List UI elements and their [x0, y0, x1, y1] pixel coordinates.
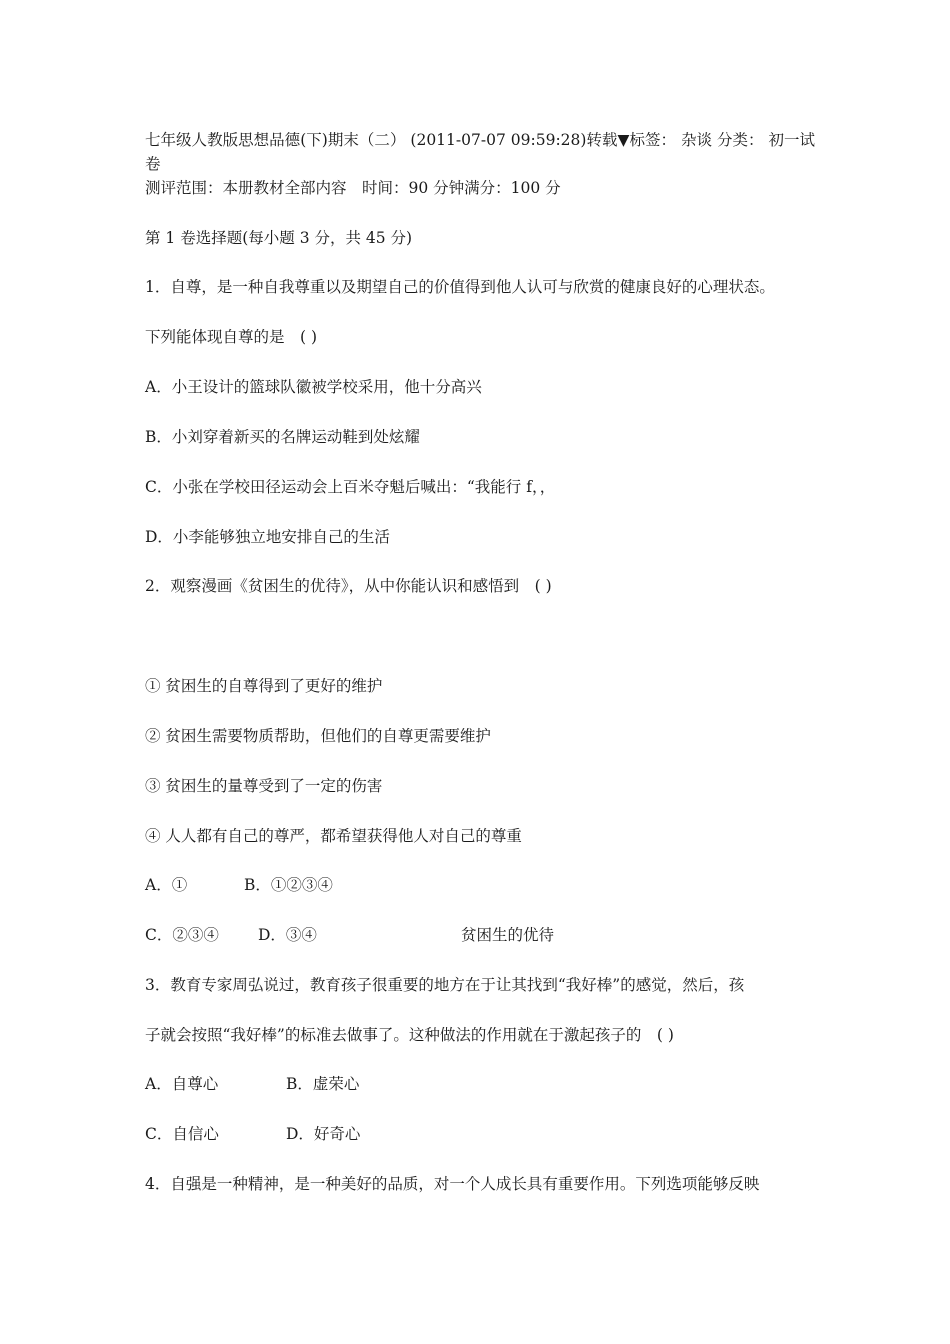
- question-2-statement-1: ① 贫困生的自尊得到了更好的维护: [145, 677, 383, 695]
- question-4-stem: 4．自强是一种精神，是一种美好的品质，对一个人成长具有重要作用。下列选项能够反映: [145, 1175, 760, 1193]
- question-3-option-d: D．好奇心: [286, 1125, 361, 1143]
- question-1-stem: 1．自尊，是一种自我尊重以及期望自己的价值得到他人认可与欣赏的健康良好的心理状态。: [145, 278, 775, 296]
- section-heading: 第 1 卷选择题(每小题 3 分，共 45 分): [145, 229, 413, 247]
- test-scope-line: 测评范围：本册教材全部内容 时间：90 分钟满分：100 分: [145, 179, 561, 197]
- question-3-option-c: C．自信心: [145, 1125, 219, 1143]
- question-1-stem-continued: 下列能体现自尊的是 ( ): [145, 328, 318, 346]
- question-2-stem: 2．观察漫画《贫困生的优待》，从中你能认识和感悟到 ( ): [145, 577, 552, 595]
- question-1-option-b: B．小刘穿着新买的名牌运动鞋到处炫耀: [145, 428, 420, 446]
- cartoon-caption: 贫困生的优待: [461, 926, 555, 944]
- question-3-stem-continued: 子就会按照“我好棒”的标准去做事了。这种做法的作用就在于激起孩子的 ( ): [145, 1026, 674, 1044]
- question-3-stem: 3．教育专家周弘说过，教育孩子很重要的地方在于让其找到“我好棒”的感觉，然后，孩: [145, 976, 745, 994]
- question-1-option-c: C．小张在学校田径运动会上百米夺魁后喊出：“我能行 f，，: [145, 478, 556, 496]
- document-title-line: 七年级人教版思想品德(下)期末（二） (2011-07-07 09:59:28)转载▼标签： 杂谈 分类： 初一试卷: [145, 131, 815, 173]
- question-2-option-a: A．①: [145, 876, 188, 894]
- question-2-statement-4: ④ 人人都有自己的尊严，都希望获得他人对自己的尊重: [145, 827, 522, 845]
- question-2-statement-3: ③ 贫困生的量尊受到了一定的伤害: [145, 777, 383, 795]
- question-3-option-a: A．自尊心: [145, 1075, 219, 1093]
- question-2-option-b: B．①②③④: [244, 876, 333, 894]
- question-2-option-c: C．②③④: [145, 926, 219, 944]
- question-3-option-b: B．虚荣心: [286, 1075, 360, 1093]
- question-2-option-d: D．③④: [258, 926, 317, 944]
- question-1-option-d: D．小李能够独立地安排自己的生活: [145, 528, 390, 546]
- question-2-statement-2: ② 贫困生需要物质帮助，但他们的自尊更需要维护: [145, 727, 491, 745]
- question-1-option-a: A．小王设计的篮球队徽被学校采用，他十分高兴: [145, 378, 482, 396]
